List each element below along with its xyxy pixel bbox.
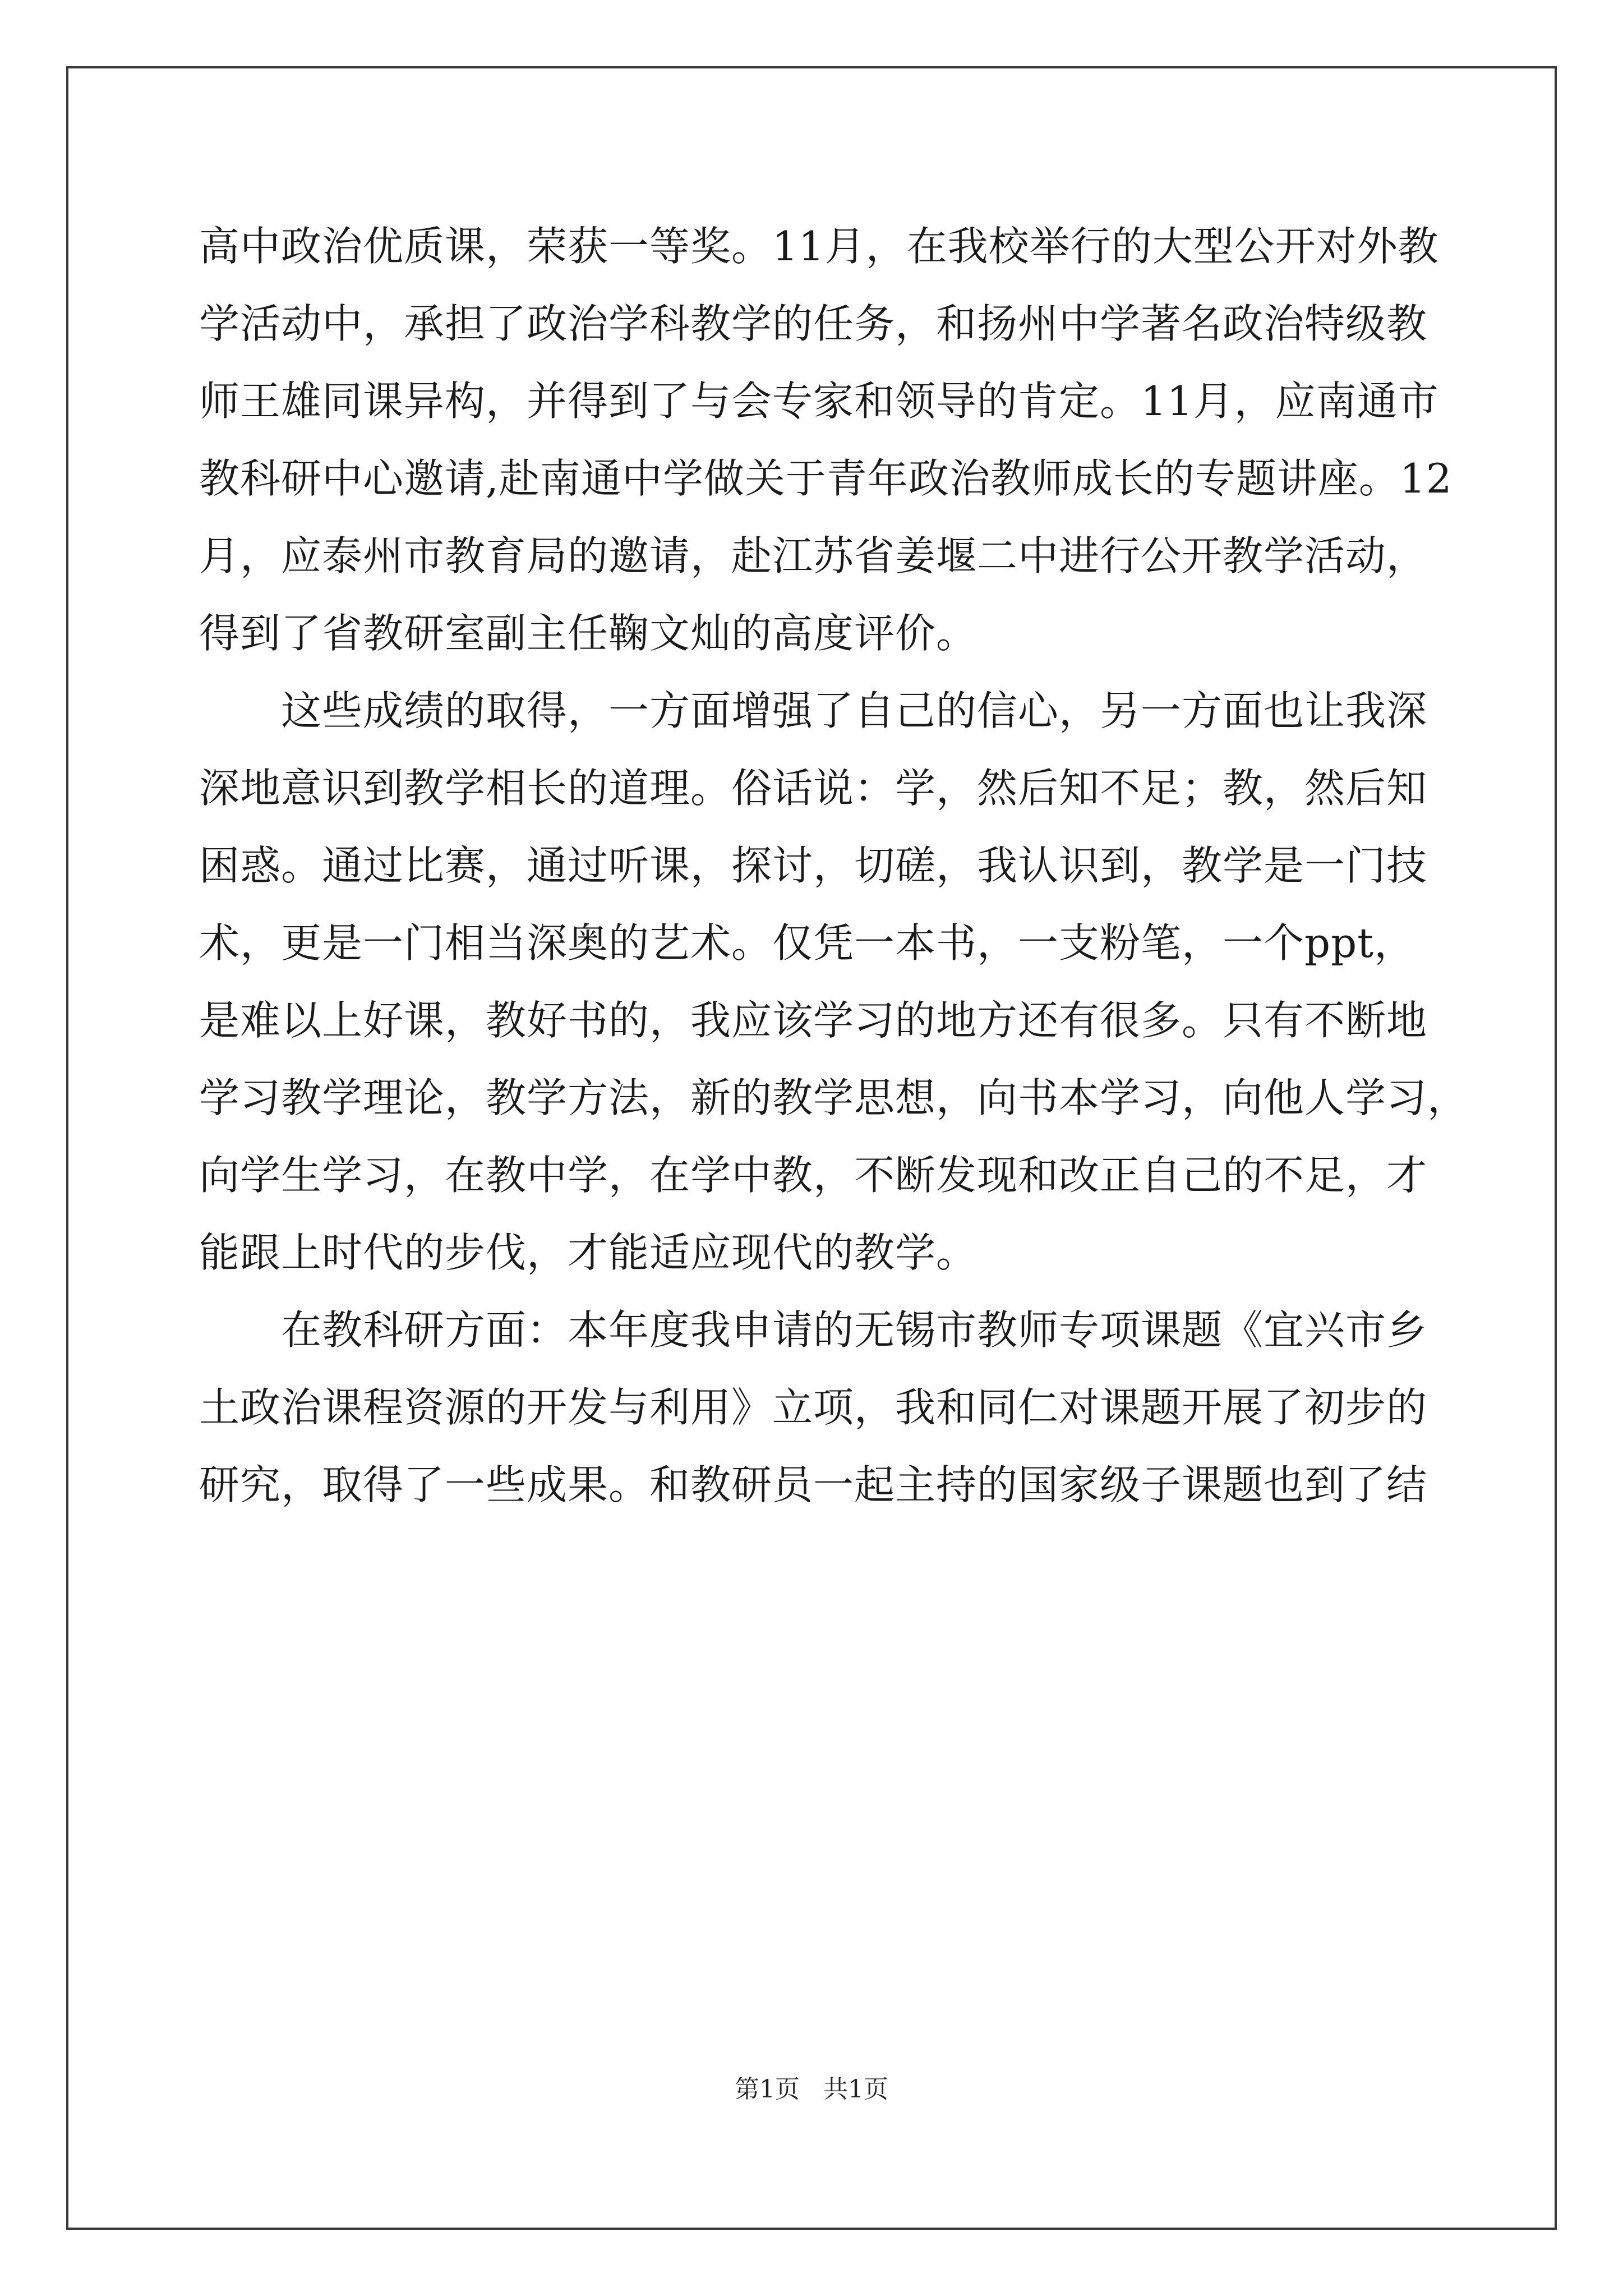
text-line: 得到了省教研室副主任鞠文灿的高度评价。 — [199, 610, 978, 657]
body-text — [199, 208, 1469, 1524]
text-line: 月，应泰州市教育局的邀请，赴江苏省姜堰二中进行公开教学活动， — [199, 532, 1428, 579]
page-footer: 第1页 共1页 — [735, 2075, 888, 2104]
text-line: 土政治课程资源的开发与利用》立项，我和同仁对课题开展了初步的 — [199, 1384, 1428, 1431]
text-line: 术，更是一门相当深奥的艺术。仅凭一本书，一支粉笔，一个ppt， — [199, 919, 1415, 967]
text-line: 能跟上时代的步伐，才能适应现代的教学。 — [199, 1229, 978, 1276]
text-line: 高中政治优质课，荣获一等奖。11月，在我校举行的大型公开对外教 — [199, 223, 1439, 270]
text-line: 学习教学理论，教学方法，新的教学思想，向书本学习，向他人学习， — [199, 1074, 1469, 1121]
text-line: 研究，取得了一些成果。和教研员一起主持的国家级子课题也到了结 — [199, 1461, 1428, 1508]
text-line: 困惑。通过比赛，通过听课，探讨，切磋，我认识到，教学是一门技 — [199, 842, 1428, 889]
text-line: 向学生学习，在教中学，在学中教，不断发现和改正自己的不足，才 — [199, 1152, 1428, 1199]
text-line: 在教科研方面：本年度我申请的无锡市教师专项课题《宜兴市乡 — [199, 1306, 1428, 1354]
text-line: 师王雄同课异构，并得到了与会专家和领导的肯定。11月，应南通市 — [199, 378, 1439, 425]
text-line: 深地意识到教学相长的道理。俗话说：学，然后知不足；教，然后知 — [199, 765, 1428, 812]
text-line: 是难以上好课，教好书的，我应该学习的地方还有很多。只有不断地 — [199, 997, 1428, 1044]
text-line: 这些成绩的取得，一方面增强了自己的信心，另一方面也让我深 — [199, 687, 1428, 734]
text-line: 学活动中，承担了政治学科教学的任务，和扬州中学著名政治特级教 — [199, 300, 1428, 347]
text-line: 教科研中心邀请,赴南通中学做关于青年政治教师成长的专题讲座。12 — [199, 455, 1453, 502]
